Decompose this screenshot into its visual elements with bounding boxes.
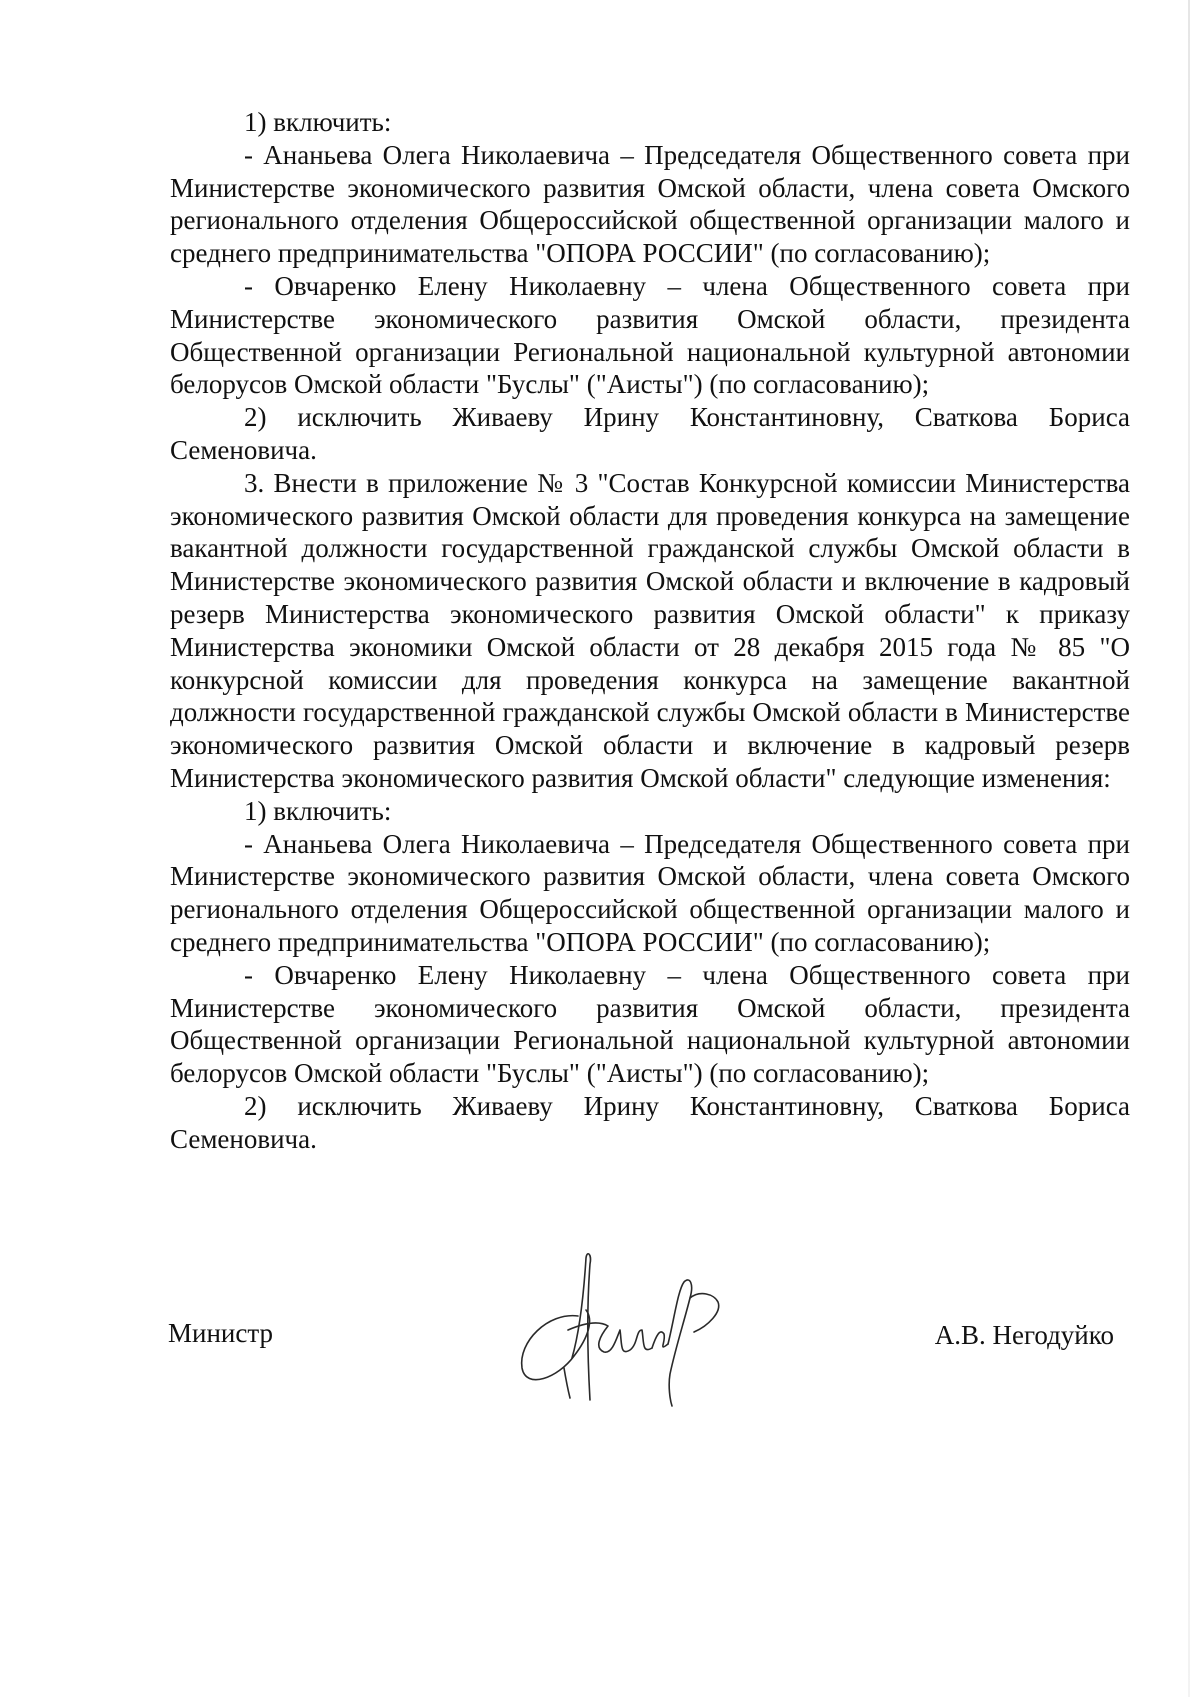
paragraph: 3. Внести в приложение № 3 "Состав Конкурсной комиссии Министерства экономического развития Омской области для проведения конкурса на замещение вакантной должности государственной гражданской службы Омской области в Министерстве экономического развития Омской области и включение в кадровый резерв Министерства экономического развития Омской области" к приказу Министерства экономики Омской области от 28 декабря 2015 года № 85 "О конкурсной комиссии для проведения конкурса на замещение вакантной должности государственной гражданской службы Омской области в Министерстве экономического развития Омской области и включение в кадровый резерв Министерства экономического развития Омской области" следующие изменения: bbox=[170, 467, 1130, 793]
scan-edge bbox=[1188, 0, 1190, 1697]
document-body bbox=[170, 106, 1130, 1156]
paragraph: 1) включить: bbox=[244, 795, 392, 826]
paragraph: 2) исключить Живаеву Ирину Константиновну, Сваткова Бориса Семеновича. bbox=[170, 402, 1130, 465]
paragraph: - Овчаренко Елену Николаевну – члена Общественного совета при Министерстве экономического развития Омской области, президента Общественной организации Региональной национальной культурной автономии белорусов Омской области "Буслы" ("Аисты") (по согласованию); bbox=[170, 959, 1130, 1089]
paragraph: - Ананьева Олега Николаевича – Председателя Общественного совета при Министерстве экономического развития Омской области, члена совета Омского регионального отделения Общероссийской общественной организации малого и среднего предпринимательства "ОПОРА РОССИИ" (по согласованию); bbox=[170, 139, 1130, 269]
signatory-name: А.В. Негодуйко bbox=[934, 1320, 1114, 1350]
paragraph: - Овчаренко Елену Николаевну – члена Общественного совета при Министерстве экономического развития Омской области, президента Общественной организации Региональной национальной культурной автономии белорусов Омской области "Буслы" ("Аисты") (по согласованию); bbox=[170, 270, 1130, 400]
paragraph: 2) исключить Живаеву Ирину Константиновну, Сваткова Бориса Семеновича. bbox=[170, 1090, 1130, 1154]
signatory-title: Министр bbox=[168, 1318, 273, 1348]
paragraph: 1) включить: bbox=[244, 107, 392, 137]
handwritten-signature bbox=[508, 1250, 748, 1410]
paragraph: - Ананьева Олега Николаевича – Председателя Общественного совета при Министерстве экономического развития Омской области, члена совета Омского регионального отделения Общероссийской общественной организации малого и среднего предпринимательства "ОПОРА РОССИИ" (по согласованию); bbox=[170, 828, 1130, 957]
